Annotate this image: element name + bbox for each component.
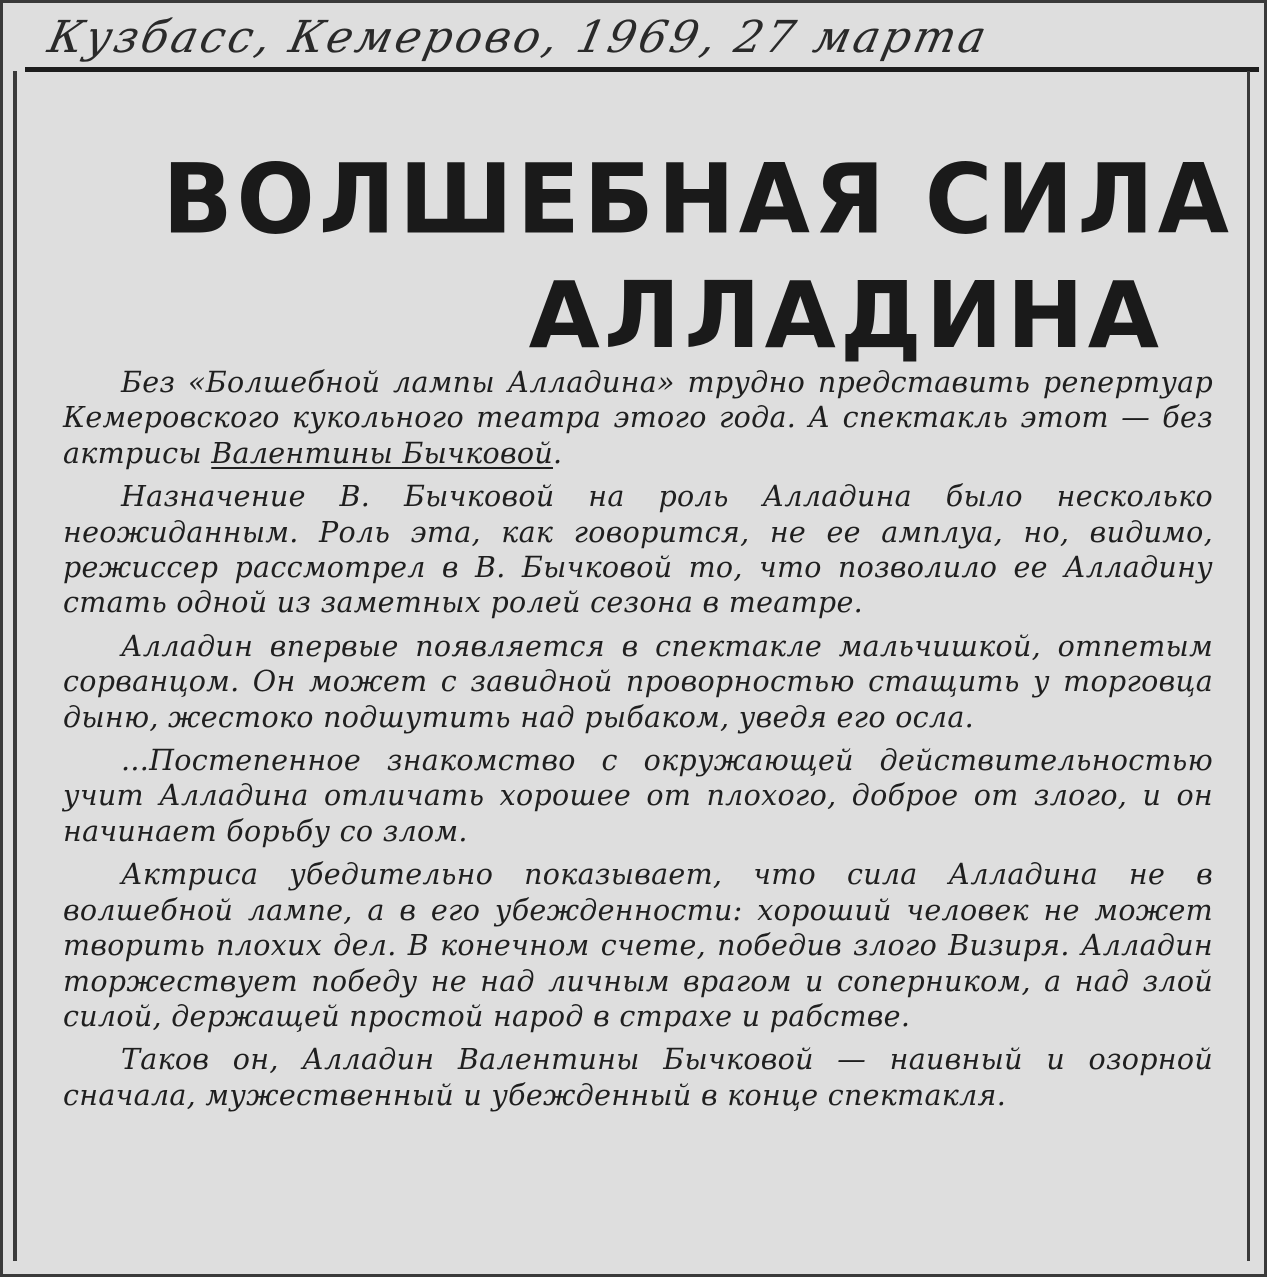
- article-headline: [63, 143, 1233, 370]
- paragraph-1: [63, 365, 1213, 471]
- underlined-actress-name: Валентины Бычковой: [211, 436, 553, 470]
- handwritten-source-note: Кузбасс, Кемерово, 1969, 27 марта: [43, 12, 994, 63]
- headline-line-2: АЛЛАДИНА: [528, 262, 1163, 370]
- paragraph-1-end: .: [553, 436, 563, 470]
- top-rule: [25, 67, 1259, 72]
- paragraph-4: ...Постепенное знакомство с окружающей действительностью учит Алладина отличать хорошее от плохого, доброе от злого, и он начинает борьбу со злом.: [63, 744, 1213, 848]
- paragraph-5: Актриса убедительно показывает, что сила Алладина не в волшебной лампе, а в его убежденности: хороший человек не может творить плохих дел. В конечном счете, победив злого Визиря. Алладин торжествует победу не над личным врагом и соперником, а над злой силой, держащей простой народ в страхе и рабстве.: [63, 858, 1213, 1033]
- right-border-line: [1247, 71, 1250, 1261]
- left-border-line: [13, 71, 17, 1261]
- headline-line-1: ВОЛШЕБНАЯ СИЛА: [162, 143, 1233, 257]
- paragraph-2: Назначение В. Бычковой на роль Алладина было несколько неожиданным. Роль эта, как говорится, не ее амплуа, но, видимо, режиссер рассмотрел в В. Бычковой то, что позволило ее Алладину стать одной из заметных ролей сезона в театре.: [63, 480, 1213, 620]
- paragraph-1-text: Без «Болшебной лампы Алладина» трудно представить репертуар Кемеровского кукольного театра этого года. А спектакль этот — без актрисы: [63, 366, 1213, 470]
- article-body: [63, 365, 1213, 1121]
- paragraph-6: Таков он, Алладин Валентины Бычковой — наивный и озорной сначала, мужественный и убежденный в конце спектакля.: [63, 1043, 1213, 1112]
- paragraph-3: Алладин впервые появляется в спектакле мальчишкой, отпетым сорванцом. Он может с завидной проворностью стащить у торговца дыню, жестоко подшутить над рыбаком, уведя его осла.: [63, 629, 1213, 734]
